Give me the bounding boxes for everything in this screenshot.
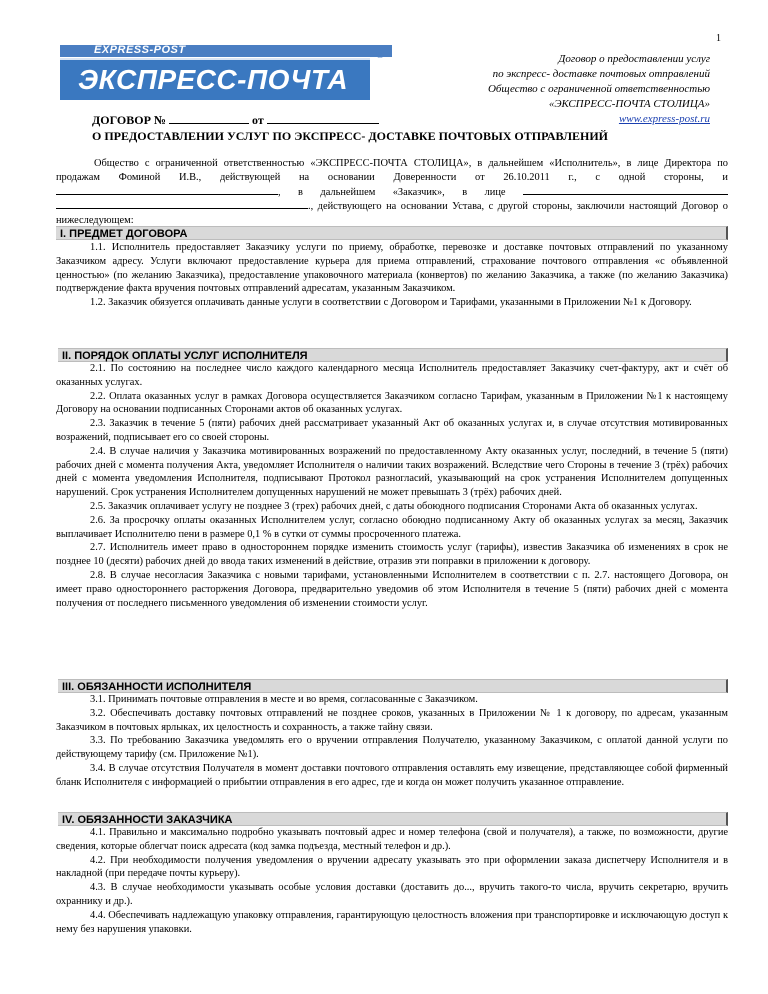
header-line-4: «ЭКСПРЕСС-ПОЧТА СТОЛИЦА» bbox=[548, 98, 710, 110]
clause-2-7: 2.7. Исполнитель имеет право в одностороннем порядке изменить стоимость услуг (тарифы), известив Заказчика об изменениях в срок не позднее 10 (десяти) рабочих дней до ввода таких изменений в действие, отразив эти поправки в приложении к договору. bbox=[56, 542, 728, 568]
contract-date-blank bbox=[267, 113, 379, 124]
representative-blank-2 bbox=[56, 199, 308, 209]
logo-top-text: EXPRESS-POST bbox=[94, 44, 186, 56]
clause-2-1: 2.1. По состоянию на последнее число каждого календарного месяца Исполнитель предоставляет Заказчику счет-фактуру, акт и счёт об оказанных услугах. bbox=[56, 363, 728, 388]
header-line-3: Общество с ограниченной ответственностью bbox=[487, 83, 710, 95]
clause-2-5: 2.5. Заказчик оплачивает услугу не позднее 3 (трех) рабочих дней, с даты обоюдного подписания Сторонами Акта об оказанных услугах. bbox=[90, 500, 698, 512]
contract-number-line bbox=[92, 113, 379, 128]
intro-text-2: , в дальнейшем «Заказчик», в лице bbox=[278, 186, 506, 198]
clause-2-3: 2.3. Заказчик в течение 5 (пяти) рабочих дней рассматривает указанный Акт об оказанных услугах и, в случае отсутствия мотивированных возражений, подписывает его со своей стороны. bbox=[56, 418, 728, 443]
section-3-heading: III. ОБЯЗАННОСТИ ИСПОЛНИТЕЛЯ bbox=[58, 679, 728, 693]
clause-3-4: 3.4. В случае отсутствия Получателя в момент доставки почтового отправления оставлять ему извещение, представляющее собой фирменный бланк Исполнителя с информацией о прибытии отправления в его адрес, где и когда он может получить указанное отправление. bbox=[56, 762, 728, 788]
company-logo bbox=[60, 45, 392, 101]
section-3-body bbox=[56, 693, 728, 790]
logo-main-text: ЭКСПРЕСС-ПОЧТА bbox=[78, 64, 349, 95]
section-2-body bbox=[56, 362, 728, 610]
clause-1-1: 1.1. Исполнитель предоставляет Заказчику услуги по приему, обработке, перевозке и доставке почтовых отправлений по указанному Заказчиком адресу. Услуги включают предоставление курьера для приема отправлений, страхование почтового отправления «с объявленной ценностью» (по желанию Заказчика), предоставление упаковочного материала (конвертов) по желанию Заказчика, а также (по желанию Заказчика) подтверждение факта вручения почтовых отправлений адресатам, указанным Заказчиком. bbox=[56, 242, 728, 295]
logo-box bbox=[60, 58, 370, 100]
clause-2-2: 2.2. Оплата оказанных услуг в рамках Договора осуществляется Заказчиком согласно Тарифам, указанным в Приложении №1 к настоящему Договору на основании подписанных Сторонами актов об оказанных услугах. bbox=[56, 390, 728, 416]
clause-4-3: 4.3. В случае необходимости указывать особые условия доставки (доставить до..., вручить такого-то числа, вручить секретарю, вручить охраннику и др.). bbox=[56, 882, 728, 907]
logo-band bbox=[60, 45, 392, 57]
contract-number-label: ДОГОВОР № bbox=[92, 113, 166, 127]
section-2-heading: II. ПОРЯДОК ОПЛАТЫ УСЛУГ ИСПОЛНИТЕЛЯ bbox=[58, 348, 728, 362]
contract-number-blank bbox=[169, 113, 249, 124]
clause-2-8: 2.8. В случае несогласия Заказчика с новыми тарифами, установленными Исполнителем в соответствии с п. 2.7. настоящего Договора, он имеет право одностороннего расторжения Договора, предварительно уведомив об этом Исполнителя в течение 5 (пяти) рабочих дней с момента получения от последнего письменного уведомления об изменении стоимости услуг. bbox=[56, 569, 728, 609]
contract-title: О ПРЕДОСТАВЛЕНИИ УСЛУГ ПО ЭКСПРЕСС- ДОСТАВКЕ ПОЧТОВЫХ ОТПРАВЛЕНИЙ bbox=[92, 129, 609, 143]
header-line-1: Договор о предоставлении услуг bbox=[558, 53, 710, 65]
contract-date-label: от bbox=[252, 113, 264, 127]
registered-mark: ® bbox=[376, 49, 385, 61]
intro-text-1: Общество с ограниченной ответственностью «ЭКСПРЕСС-ПОЧТА СТОЛИЦА», в дальнейшем «Исполнитель», в лице Директора по продажам Фоминой И.В., действующей на основании Доверенности от 26.10.2011 г., с одной стороны, и bbox=[56, 158, 728, 183]
clause-1-2: 1.2. Заказчик обязуется оплачивать данные услуги в соответствии с Договором и Тарифами, указанными в Приложении №1 к Договору. bbox=[90, 297, 692, 309]
clause-4-2: 4.2. При необходимости получения уведомления о вручении адресату указывать это при оформлении заказа диспетчеру Исполнителя и в накладной (при передаче почты курьеру). bbox=[56, 854, 728, 880]
section-1-body bbox=[56, 241, 728, 310]
document-header bbox=[410, 52, 710, 127]
clause-3-2: 3.2. Обеспечивать доставку почтовых отправлений не позднее сроков, указанных в Приложении № 1 к договору, по адресам, указанным Заказчиком в почтовых ярлыках, их целостность и сохранность, а также тайну связи. bbox=[56, 707, 728, 733]
customer-name-blank bbox=[56, 185, 278, 195]
section-4-heading: IV. ОБЯЗАННОСТИ ЗАКАЗЧИКА bbox=[58, 812, 728, 826]
clause-3-1: 3.1. Принимать почтовые отправления в месте и во время, согласованные с Заказчиком. bbox=[90, 694, 478, 705]
intro-paragraph bbox=[56, 157, 728, 228]
header-line-2: по экспресс- доставке почтовых отправлений bbox=[492, 68, 710, 80]
clause-4-4: 4.4. Обеспечивать надлежащую упаковку отправления, гарантирующую целостность вложения при транспортировке и исключающую доступ к нему без нарушения упаковки. bbox=[56, 909, 728, 935]
clause-3-3: 3.3. По требованию Заказчика уведомлять его о вручении отправления Получателю, указанному Заказчиком, с оплатой данной услуги по действующему тарифу (см. Приложение №1). bbox=[56, 735, 728, 761]
clause-4-1: 4.1. Правильно и максимально подробно указывать почтовый адрес и номер телефона (свой и получателя), а также, по возможности, другие сведения, которые облегчат поиск адресата (код замка подъезда, местный телефон и др.). bbox=[56, 827, 728, 852]
clause-2-4: 2.4. В случае наличия у Заказчика мотивированных возражений по предоставленному Акту оказанных услуг, последний, в течение 5 (пяти) рабочих дней с момента получения Акта, уведомляет Исполнителя о наличии таких возражений. Вследствие чего Стороны в течение 3 (трёх) рабочих дней с момента уведомления Исполнителя, подписывают Протокол разногласий, указывающий на срок устранения Исполнителем допущенных нарушений. Срок устранения Исполнителем допущенных нарушений не может превышать 3 (трёх) рабочих дней. bbox=[56, 445, 728, 499]
intro-text-3: ., действующего на основании Устава, с другой стороны, заключили настоящий Договор о нижеследующем: bbox=[56, 201, 728, 227]
clause-2-6: 2.6. За просрочку оплаты оказанных Исполнителем услуг, согласно обоюдно подписанному Акту об оказанных услугах за месяц, Заказчик выплачивает Исполнителю пени в размере 0,1 % в сутки от суммы просроченного платежа. bbox=[56, 514, 728, 540]
representative-blank bbox=[523, 185, 728, 195]
page-number: 1 bbox=[716, 33, 721, 44]
section-4-body bbox=[56, 826, 728, 936]
section-1-heading: I. ПРЕДМЕТ ДОГОВОРА bbox=[56, 226, 728, 240]
website-link[interactable]: www.express-post.ru bbox=[618, 113, 710, 125]
